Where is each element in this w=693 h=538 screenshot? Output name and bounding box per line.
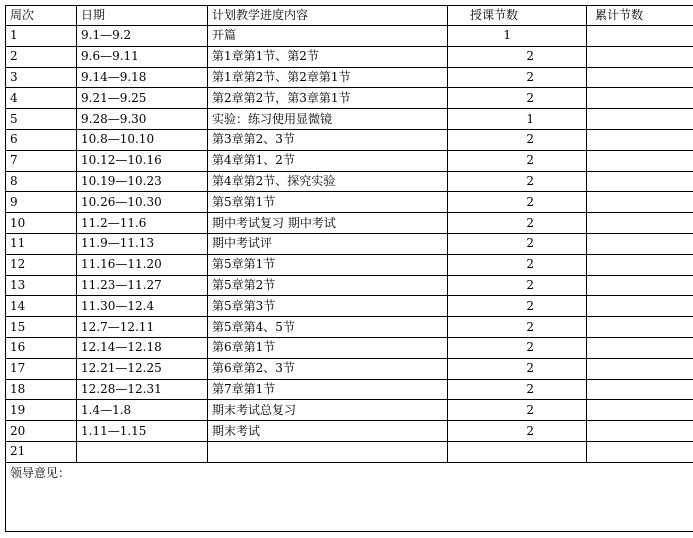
table-row <box>6 88 693 109</box>
cumulative-cell <box>587 67 693 88</box>
content-cell: 开篇 <box>208 26 448 47</box>
week-cell: 8 <box>6 171 77 192</box>
cumulative-cell <box>587 171 693 192</box>
table-row <box>6 379 693 400</box>
content-cell: 第4章第2节、探究实验 <box>208 171 448 192</box>
content-cell: 第5章第4、5节 <box>208 317 448 338</box>
week-cell: 14 <box>6 296 77 317</box>
table-row <box>6 192 693 213</box>
date-cell: 11.16—11.20 <box>77 254 208 275</box>
cumulative-cell <box>587 192 693 213</box>
table-row <box>6 26 693 47</box>
hours-cell: 2 <box>448 150 587 171</box>
week-cell: 4 <box>6 88 77 109</box>
content-cell: 第2章第2节，第3章第1节 <box>208 88 448 109</box>
table-row <box>6 171 693 192</box>
cumulative-cell <box>587 88 693 109</box>
content-cell: 第5章第3节 <box>208 296 448 317</box>
cumulative-cell <box>587 441 693 462</box>
week-cell: 2 <box>6 46 77 67</box>
content-cell: 第3章第2、3节 <box>208 129 448 150</box>
week-cell: 1 <box>6 26 77 47</box>
date-cell: 9.14—9.18 <box>77 67 208 88</box>
cumulative-cell <box>587 150 693 171</box>
cumulative-cell <box>587 275 693 296</box>
week-cell: 19 <box>6 400 77 421</box>
header-cumulative: 累计节数 <box>587 6 693 26</box>
content-cell <box>208 441 448 462</box>
date-cell: 11.23—11.27 <box>77 275 208 296</box>
date-cell: 10.8—10.10 <box>77 129 208 150</box>
cumulative-cell <box>587 358 693 379</box>
content-cell: 第7章第1节 <box>208 379 448 400</box>
week-cell: 10 <box>6 213 77 234</box>
header-content: 计划教学进度内容 <box>208 6 448 26</box>
cumulative-cell <box>587 129 693 150</box>
week-cell: 13 <box>6 275 77 296</box>
date-cell: 12.21—12.25 <box>77 358 208 379</box>
date-cell: 11.9—11.13 <box>77 233 208 254</box>
week-cell: 18 <box>6 379 77 400</box>
cumulative-cell <box>587 379 693 400</box>
content-cell: 第5章第1节 <box>208 192 448 213</box>
date-cell: 1.11—1.15 <box>77 421 208 442</box>
date-cell: 12.28—12.31 <box>77 379 208 400</box>
cumulative-cell <box>587 400 693 421</box>
cumulative-cell <box>587 337 693 358</box>
week-cell: 16 <box>6 337 77 358</box>
table-row <box>6 421 693 442</box>
date-cell: 11.2—11.6 <box>77 213 208 234</box>
comment-row <box>6 462 693 531</box>
header-row <box>6 6 693 26</box>
hours-cell: 2 <box>448 46 587 67</box>
table-row <box>6 213 693 234</box>
hours-cell: 2 <box>448 129 587 150</box>
week-cell: 5 <box>6 109 77 130</box>
hours-cell: 2 <box>448 233 587 254</box>
table-row <box>6 337 693 358</box>
date-cell: 11.30—12.4 <box>77 296 208 317</box>
date-cell: 9.21—9.25 <box>77 88 208 109</box>
date-cell: 9.1—9.2 <box>77 26 208 47</box>
content-cell: 第6章第1节 <box>208 337 448 358</box>
cumulative-cell <box>587 317 693 338</box>
cumulative-cell <box>587 213 693 234</box>
cumulative-cell <box>587 421 693 442</box>
content-cell: 第5章第1节 <box>208 254 448 275</box>
hours-cell: 2 <box>448 171 587 192</box>
hours-cell: 2 <box>448 88 587 109</box>
content-cell: 实验：练习使用显微镜 <box>208 109 448 130</box>
date-cell: 12.14—12.18 <box>77 337 208 358</box>
week-cell: 6 <box>6 129 77 150</box>
hours-cell: 2 <box>448 358 587 379</box>
content-cell: 第4章第1、2节 <box>208 150 448 171</box>
hours-cell: 2 <box>448 275 587 296</box>
week-cell: 12 <box>6 254 77 275</box>
hours-cell: 2 <box>448 421 587 442</box>
table-row <box>6 46 693 67</box>
hours-cell: 2 <box>448 296 587 317</box>
hours-cell: 2 <box>448 213 587 234</box>
table-row <box>6 150 693 171</box>
content-cell: 第1章第1节、第2节 <box>208 46 448 67</box>
cumulative-cell <box>587 296 693 317</box>
hours-cell <box>448 441 587 462</box>
content-cell: 第6章第2、3节 <box>208 358 448 379</box>
cumulative-cell <box>587 26 693 47</box>
week-cell: 7 <box>6 150 77 171</box>
content-cell: 期末考试总复习 <box>208 400 448 421</box>
content-cell: 期末考试 <box>208 421 448 442</box>
table-row <box>6 233 693 254</box>
hours-cell: 2 <box>448 67 587 88</box>
table-row <box>6 254 693 275</box>
header-date: 日期 <box>77 6 208 26</box>
table-row <box>6 317 693 338</box>
date-cell: 10.12—10.16 <box>77 150 208 171</box>
cumulative-cell <box>587 254 693 275</box>
table-row <box>6 358 693 379</box>
content-cell: 第5章第2节 <box>208 275 448 296</box>
table-row <box>6 400 693 421</box>
date-cell: 12.7—12.11 <box>77 317 208 338</box>
week-cell: 15 <box>6 317 77 338</box>
week-cell: 21 <box>6 441 77 462</box>
hours-cell: 2 <box>448 379 587 400</box>
content-cell: 期中考试评 <box>208 233 448 254</box>
week-cell: 20 <box>6 421 77 442</box>
table-row <box>6 296 693 317</box>
hours-cell: 1 <box>448 109 587 130</box>
hours-cell: 2 <box>448 317 587 338</box>
table-row <box>6 109 693 130</box>
hours-cell: 2 <box>448 192 587 213</box>
hours-cell: 2 <box>448 254 587 275</box>
date-cell: 1.4—1.8 <box>77 400 208 421</box>
date-cell: 9.6—9.11 <box>77 46 208 67</box>
cumulative-cell <box>587 233 693 254</box>
hours-cell: 1 <box>448 26 587 47</box>
week-cell: 11 <box>6 233 77 254</box>
hours-cell: 2 <box>448 400 587 421</box>
date-cell: 10.26—10.30 <box>77 192 208 213</box>
week-cell: 3 <box>6 67 77 88</box>
date-cell: 10.19—10.23 <box>77 171 208 192</box>
week-cell: 17 <box>6 358 77 379</box>
table-row <box>6 129 693 150</box>
week-cell: 9 <box>6 192 77 213</box>
content-cell: 第1章第2节、第2章第1节 <box>208 67 448 88</box>
table-row <box>6 275 693 296</box>
table-row <box>6 67 693 88</box>
hours-cell: 2 <box>448 337 587 358</box>
teaching-schedule-table <box>5 5 693 532</box>
leader-comment-cell: 领导意见： <box>6 462 693 531</box>
content-cell: 期中考试复习 期中考试 <box>208 213 448 234</box>
cumulative-cell <box>587 109 693 130</box>
header-hours: 授课节数 <box>448 6 587 26</box>
header-week: 周次 <box>6 6 77 26</box>
date-cell: 9.28—9.30 <box>77 109 208 130</box>
table-row <box>6 441 693 462</box>
date-cell <box>77 441 208 462</box>
cumulative-cell <box>587 46 693 67</box>
